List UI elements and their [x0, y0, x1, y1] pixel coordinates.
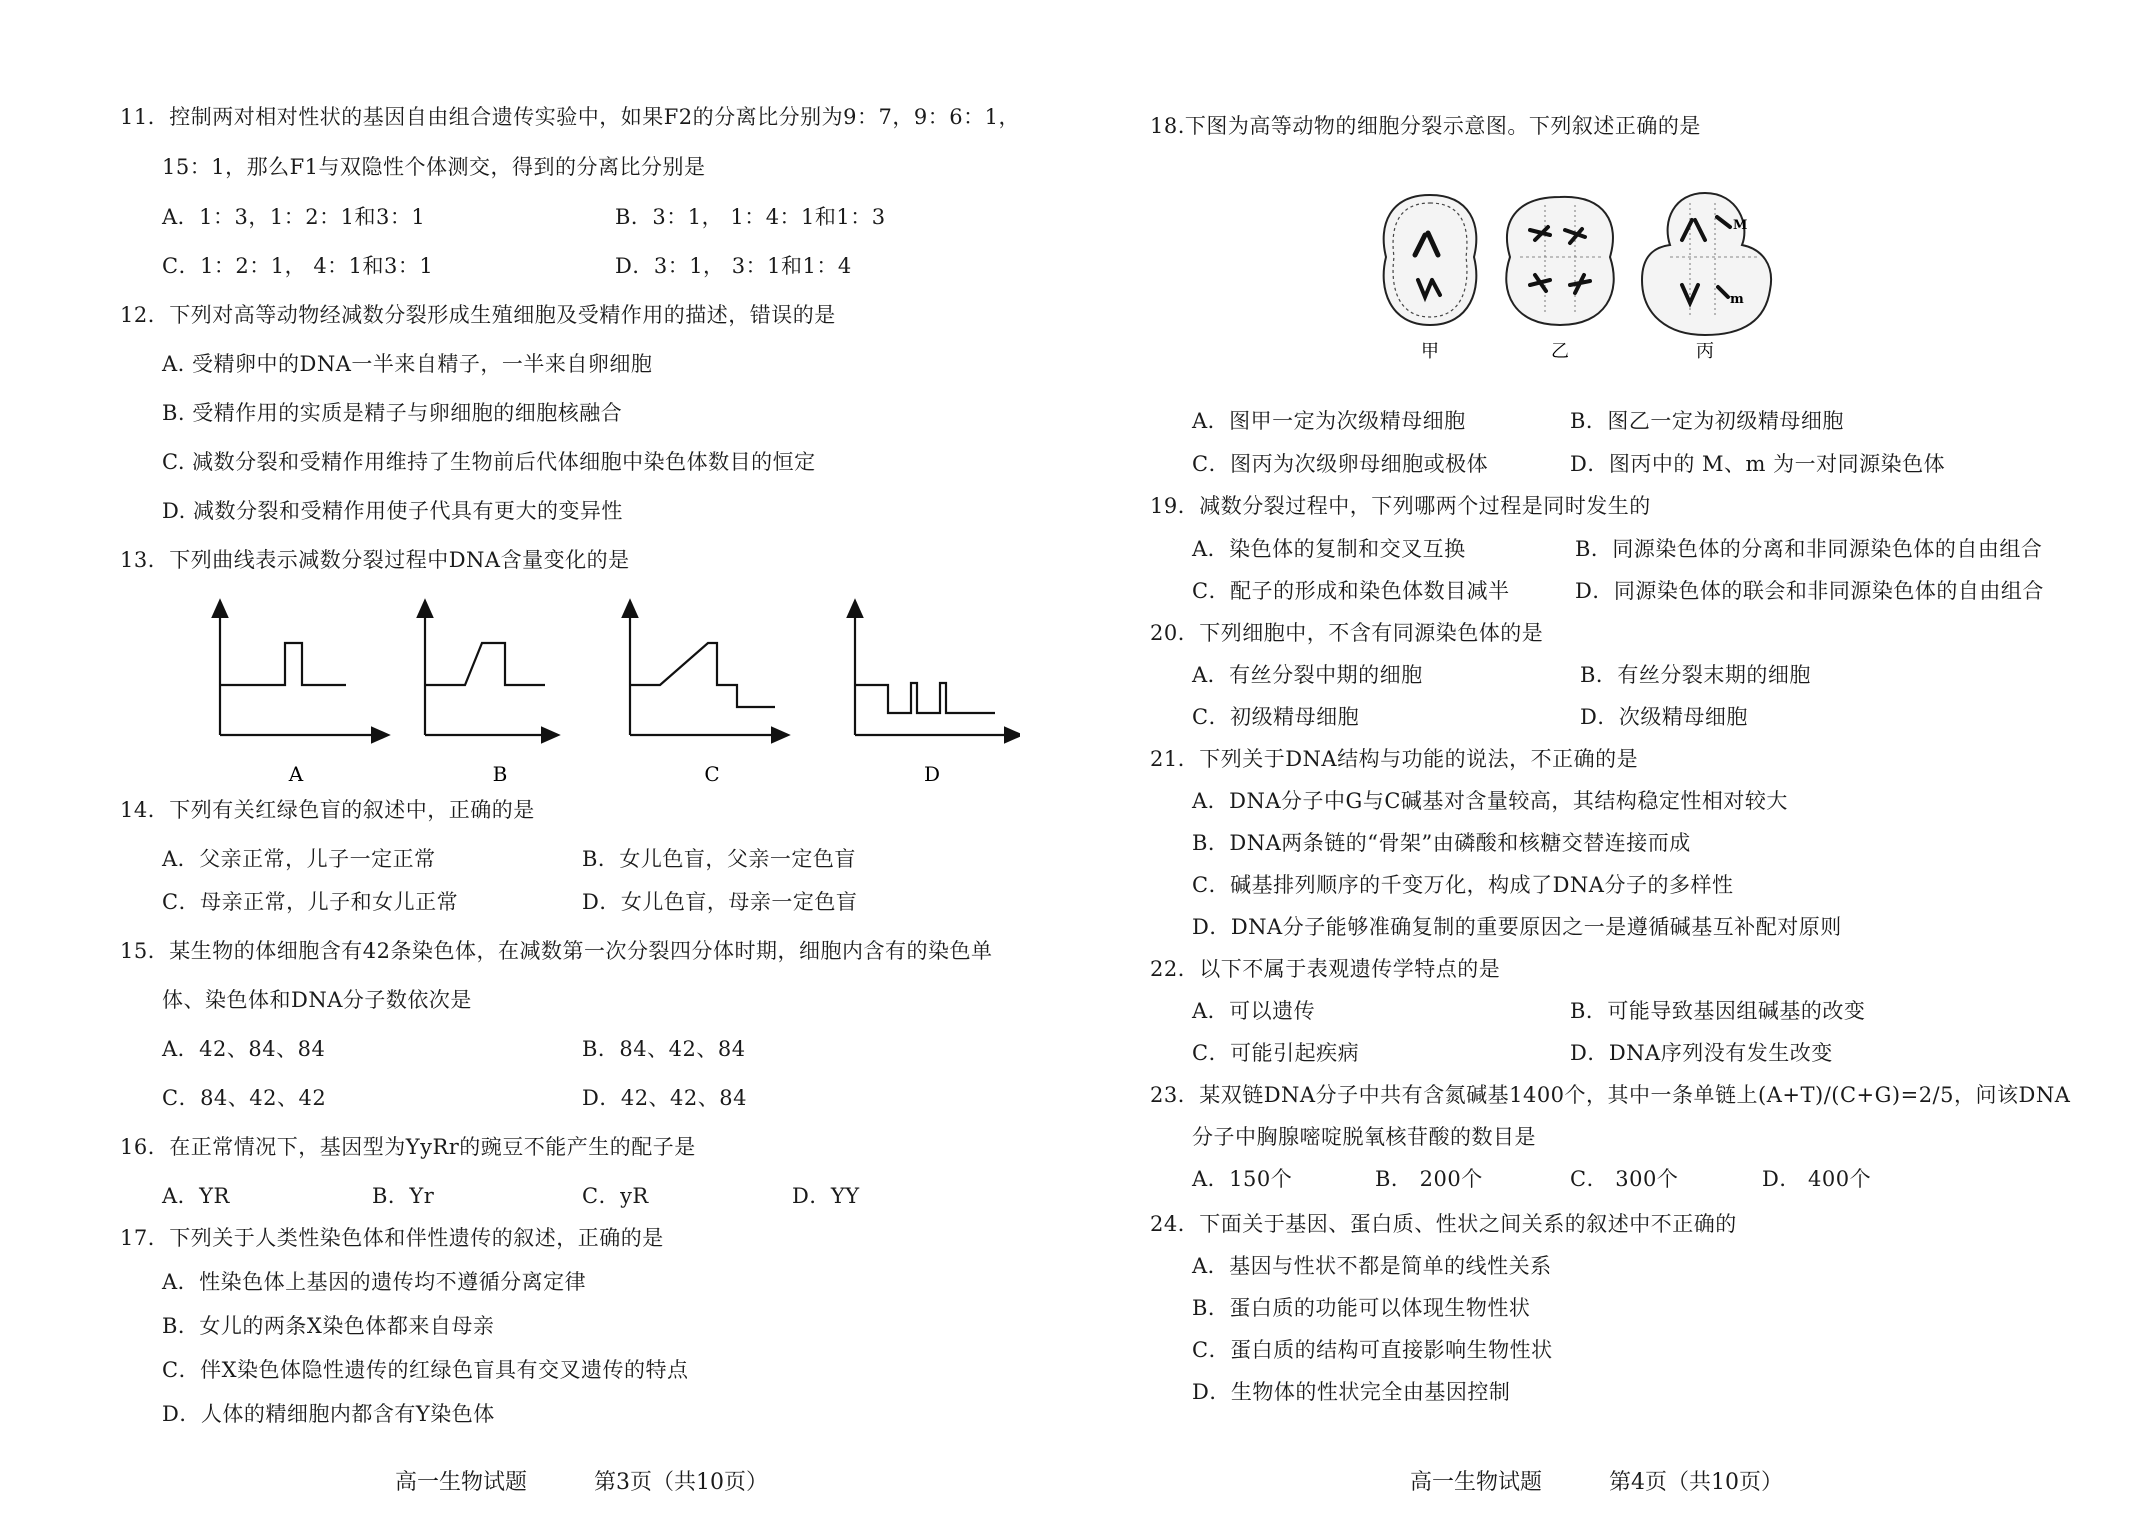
question-14-option-d[interactable]: D．女儿色盲，母亲一定色盲 — [582, 890, 858, 914]
footer-page-number: 第3页（共10页） — [594, 1470, 769, 1495]
question-23-option-a[interactable]: A．150个 — [1192, 1167, 1293, 1191]
question-17-option-d[interactable]: D．人体的精细胞内都含有Y染色体 — [162, 1402, 495, 1426]
cell-label-bing: 丙 — [1696, 341, 1714, 362]
question-11-line-1: 11．控制两对相对性状的基因自由组合遗传实验中，如果F2的分离比分别为9：7，9：6：1， — [120, 105, 1020, 129]
graph-d[interactable] — [855, 607, 1015, 786]
footer-page-number: 第4页（共10页） — [1609, 1470, 1784, 1495]
question-21-option-b[interactable]: B．DNA两条链的“骨架”由磷酸和核糖交替连接而成 — [1192, 831, 1691, 855]
question-21-option-d[interactable]: D．DNA分子能够准确复制的重要原因之一是遵循碱基互补配对原则 — [1192, 915, 1842, 939]
question-22-option-b[interactable]: B．可能导致基因组碱基的改变 — [1570, 999, 1866, 1023]
question-15-option-a[interactable]: A．42、84、84 — [162, 1037, 326, 1061]
question-11-option-d[interactable]: D．3：1， 3：1和1：4 — [615, 254, 852, 278]
question-11-option-c[interactable]: C．1：2：1， 4：1和3：1 — [162, 254, 434, 278]
question-21-option-a[interactable]: A．DNA分子中G与C碱基对含量较高，其结构稳定性相对较大 — [1192, 789, 1788, 813]
cell-division-diagram — [1370, 185, 1930, 365]
question-14-option-b[interactable]: B．女儿色盲，父亲一定色盲 — [582, 847, 856, 871]
question-12-option-c[interactable]: C. 减数分裂和受精作用维持了生物前后代体细胞中染色体数目的恒定 — [162, 450, 816, 474]
question-23-option-c[interactable]: C． 300个 — [1570, 1167, 1679, 1191]
question-22-option-d[interactable]: D．DNA序列没有发生改变 — [1570, 1041, 1833, 1065]
question-19-option-a[interactable]: A．染色体的复制和交叉互换 — [1192, 537, 1466, 561]
cell-bing[interactable] — [1642, 193, 1771, 362]
question-17-option-b[interactable]: B．女儿的两条X染色体都来自母亲 — [162, 1314, 495, 1338]
question-22-stem: 22．以下不属于表观遗传学特点的是 — [1150, 957, 1501, 981]
question-16-option-a[interactable]: A．YR — [162, 1184, 230, 1208]
question-20-option-c[interactable]: C．初级精母细胞 — [1192, 705, 1360, 729]
question-20-stem: 20．下列细胞中，不含有同源染色体的是 — [1150, 621, 1544, 645]
question-12-option-b[interactable]: B. 受精作用的实质是精子与卵细胞的细胞核融合 — [162, 401, 623, 425]
question-18-option-d[interactable]: D．图丙中的 M、m 为一对同源染色体 — [1570, 452, 1946, 476]
question-15-option-d[interactable]: D．42、42、84 — [582, 1086, 748, 1110]
question-11-option-b[interactable]: B．3：1， 1：4：1和1：3 — [615, 205, 886, 229]
question-23-line-1: 23．某双链DNA分子中共有含氮碱基1400个，其中一条单链上(A+T)/(C+G)=2/5，问该DNA — [1150, 1083, 2071, 1107]
question-20-option-d[interactable]: D．次级精母细胞 — [1580, 705, 1748, 729]
question-19-option-b[interactable]: B．同源染色体的分离和非同源染色体的自由组合 — [1575, 537, 2043, 561]
question-17-option-c[interactable]: C．伴X染色体隐性遗传的红绿色盲具有交叉遗传的特点 — [162, 1358, 689, 1382]
graph-b[interactable] — [425, 607, 552, 786]
question-15-option-c[interactable]: C．84、42、42 — [162, 1086, 327, 1110]
question-24-stem: 24．下面关于基因、蛋白质、性状之间关系的叙述中不正确的 — [1150, 1212, 1737, 1236]
question-11-option-a[interactable]: A．1：3，1：2：1和3：1 — [162, 205, 426, 229]
question-23-option-b[interactable]: B． 200个 — [1375, 1167, 1483, 1191]
question-12-stem: 12．下列对高等动物经减数分裂形成生殖细胞及受精作用的描述，错误的是 — [120, 303, 836, 327]
cell-yi[interactable] — [1506, 197, 1613, 362]
chromosome-mark-M: M — [1733, 218, 1748, 233]
question-18-option-c[interactable]: C．图丙为次级卵母细胞或极体 — [1192, 452, 1489, 476]
question-23-line-2: 分子中胸腺嘧啶脱氧核苷酸的数目是 — [1192, 1125, 1536, 1149]
question-18-option-b[interactable]: B．图乙一定为初级精母细胞 — [1570, 409, 1844, 433]
question-11-line-2: 15：1，那么F1与双隐性个体测交，得到的分离比分别是 — [162, 155, 706, 179]
question-19-option-c[interactable]: C．配子的形成和染色体数目减半 — [1192, 579, 1510, 603]
question-24-option-c[interactable]: C．蛋白质的结构可直接影响生物性状 — [1192, 1338, 1553, 1362]
question-24-option-d[interactable]: D．生物体的性状完全由基因控制 — [1192, 1380, 1511, 1404]
question-22-option-a[interactable]: A．可以遗传 — [1192, 999, 1316, 1023]
question-21-stem: 21．下列关于DNA结构与功能的说法，不正确的是 — [1150, 747, 1639, 771]
question-18-option-a[interactable]: A．图甲一定为次级精母细胞 — [1192, 409, 1466, 433]
question-16-option-c[interactable]: C．yR — [582, 1184, 649, 1208]
question-14-stem: 14．下列有关红绿色盲的叙述中，正确的是 — [120, 798, 535, 822]
question-16-option-b[interactable]: B．Yr — [372, 1184, 435, 1208]
graph-label-b: B — [492, 762, 508, 786]
question-24-option-b[interactable]: B．蛋白质的功能可以体现生物性状 — [1192, 1296, 1531, 1320]
graph-a[interactable] — [220, 607, 382, 786]
question-16-option-d[interactable]: D．YY — [792, 1184, 860, 1208]
graph-c[interactable] — [630, 607, 782, 786]
question-15-line-2: 体、染色体和DNA分子数依次是 — [162, 988, 472, 1012]
question-20-option-a[interactable]: A．有丝分裂中期的细胞 — [1192, 663, 1423, 687]
question-15-option-b[interactable]: B．84、42、84 — [582, 1037, 746, 1061]
graph-label-d: D — [923, 762, 941, 786]
question-23-option-d[interactable]: D． 400个 — [1762, 1167, 1872, 1191]
footer-title: 高一生物试题 — [1410, 1470, 1543, 1495]
graph-label-c: C — [704, 762, 720, 786]
question-12-option-a[interactable]: A. 受精卵中的DNA一半来自精子，一半来自卵细胞 — [162, 352, 653, 376]
question-15-line-1: 15．某生物的体细胞含有42条染色体，在减数第一次分裂四分体时期，细胞内含有的染色单 — [120, 939, 993, 963]
question-13-stem: 13．下列曲线表示减数分裂过程中DNA含量变化的是 — [120, 548, 630, 572]
footer-title: 高一生物试题 — [395, 1470, 528, 1495]
right-page-footer — [1410, 1468, 1783, 1498]
question-19-option-d[interactable]: D．同源染色体的联会和非同源染色体的自由组合 — [1575, 579, 2044, 603]
question-24-option-a[interactable]: A．基因与性状不都是简单的线性关系 — [1192, 1254, 1552, 1278]
question-18-stem: 18.下图为高等动物的细胞分裂示意图。下列叙述正确的是 — [1150, 114, 1701, 138]
dna-curve-graphs — [120, 595, 1020, 795]
cell-jia[interactable] — [1384, 195, 1477, 362]
cell-label-jia: 甲 — [1421, 341, 1439, 362]
graph-label-a: A — [288, 762, 304, 786]
question-19-stem: 19．减数分裂过程中，下列哪两个过程是同时发生的 — [1150, 494, 1651, 518]
question-17-stem: 17．下列关于人类性染色体和伴性遗传的叙述，正确的是 — [120, 1226, 664, 1250]
question-20-option-b[interactable]: B．有丝分裂末期的细胞 — [1580, 663, 1811, 687]
question-14-option-c[interactable]: C．母亲正常，儿子和女儿正常 — [162, 890, 459, 914]
question-14-option-a[interactable]: A．父亲正常，儿子一定正常 — [162, 847, 436, 871]
question-17-option-a[interactable]: A．性染色体上基因的遗传均不遵循分离定律 — [162, 1270, 587, 1294]
question-12-option-d[interactable]: D. 减数分裂和受精作用使子代具有更大的变异性 — [162, 499, 623, 523]
chromosome-mark-m: m — [1730, 292, 1744, 307]
question-22-option-c[interactable]: C．可能引起疾病 — [1192, 1041, 1360, 1065]
left-page-footer — [395, 1468, 768, 1498]
question-21-option-c[interactable]: C．碱基排列顺序的千变万化，构成了DNA分子的多样性 — [1192, 873, 1734, 897]
cell-label-yi: 乙 — [1551, 341, 1569, 362]
question-16-stem: 16．在正常情况下，基因型为YyRr的豌豆不能产生的配子是 — [120, 1135, 696, 1159]
